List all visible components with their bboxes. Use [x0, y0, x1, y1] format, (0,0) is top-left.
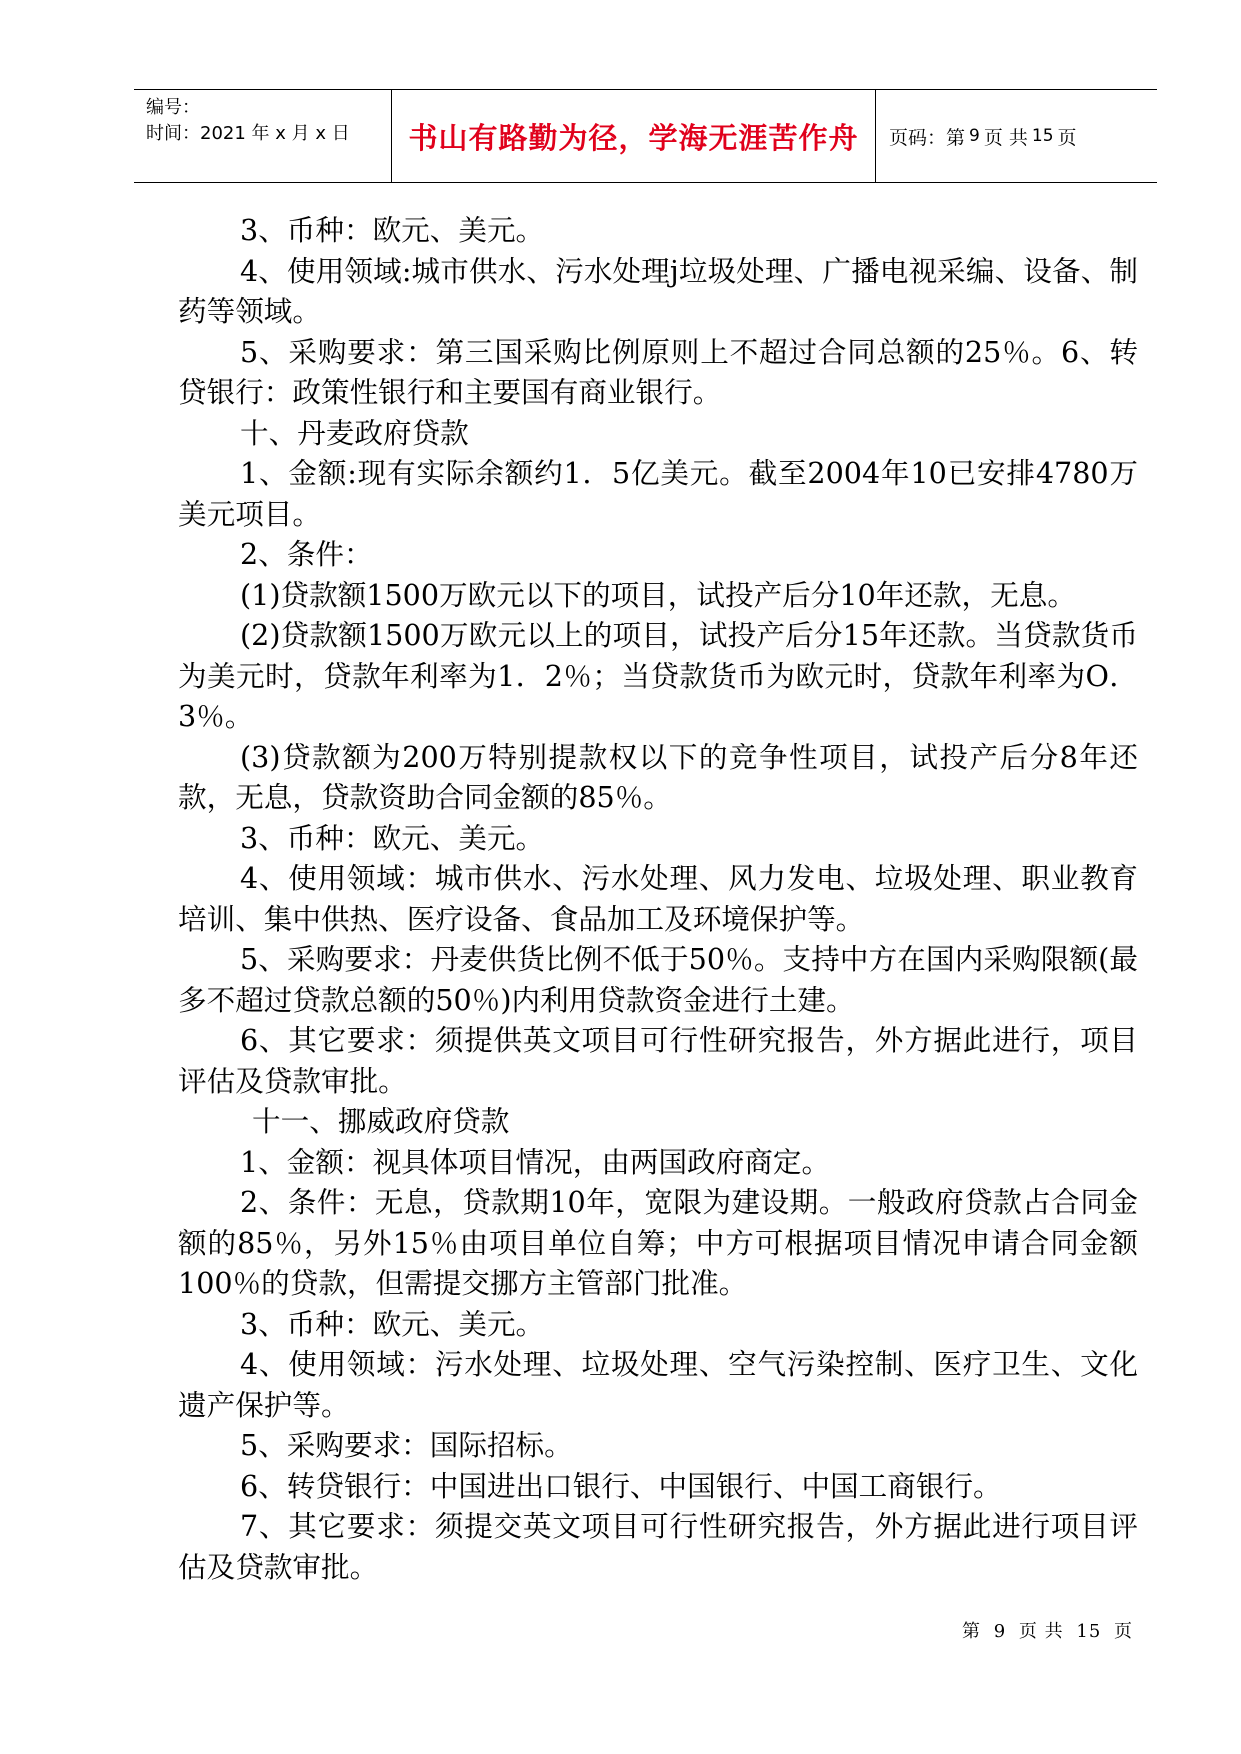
footer-current: 9: [993, 1621, 1007, 1642]
footer-mid: 页 共: [1018, 1621, 1064, 1642]
document-number-label: 编号：: [146, 97, 200, 118]
body-paragraph: 3、币种：欧元、美元。: [240, 213, 545, 247]
body-paragraph: 5、采购要求：丹麦供货比例不低于50％。支持中方在国内采购限额(最多不超过贷款总额的50％)内利用贷款资金进行土建。: [178, 942, 1138, 1017]
body-paragraph: 4、使用领域：污水处理、垃圾处理、空气污染控制、医疗卫生、文化遗产保护等。: [178, 1347, 1138, 1422]
header-motto-cell: [392, 90, 876, 182]
body-paragraph: 2、条件：: [240, 537, 373, 571]
page-prefix: 页码：第: [889, 126, 966, 149]
body-paragraph: 5、采购要求：第三国采购比例原则上不超过合同总额的25％。6、转贷银行：政策性银行和主要国有商业银行。: [178, 334, 1138, 409]
page-footer: [962, 1617, 1133, 1643]
body-paragraph: 3、币种：欧元、美元。: [240, 1306, 545, 1341]
footer-suffix: 页: [1114, 1621, 1134, 1642]
body-paragraph: 4、使用领域:城市供水、污水处理j垃圾处理、广播电视采编、设备、制药等领域。: [178, 253, 1138, 328]
body-paragraph: 5、采购要求：国际招标。: [240, 1428, 573, 1462]
header-page-info: [875, 90, 1157, 182]
body-paragraph: (3)贷款额为200万特别提款权以下的竞争性项目，试投产后分8年还款，无息，贷款资助合同金额的85％。: [178, 739, 1138, 814]
page-current: 9: [969, 126, 980, 146]
header-meta: [134, 90, 392, 182]
body-paragraph: (2)贷款额1500万欧元以上的项目，试投产后分15年还款。当贷款货币为美元时，贷款年利率为1．2％；当贷款货币为欧元时，贷款年利率为O．3％。: [178, 618, 1138, 733]
body-paragraph: 7、其它要求：须提交英文项目可行性研究报告，外方据此进行项目评估及贷款审批。: [178, 1509, 1138, 1584]
body-paragraph: 十一、挪威政府贷款: [252, 1104, 510, 1138]
header-motto: 书山有路勤为径，学海无涯苦作舟: [408, 120, 859, 155]
document-body: [178, 210, 1138, 1587]
page-header: [134, 89, 1157, 183]
document-time: 时间：2021 年 x 月 x 日: [146, 123, 350, 144]
body-paragraph: 1、金额:现有实际余额约1．5亿美元。截至2004年10已安排4780万美元项目。: [178, 456, 1138, 531]
page-mid: 页 共: [983, 126, 1028, 149]
page-total: 15: [1031, 126, 1054, 146]
body-paragraph: 4、使用领域：城市供水、污水处理、风力发电、垃圾处理、职业教育培训、集中供热、医疗设备、食品加工及环境保护等。: [178, 861, 1138, 936]
page-suffix: 页: [1057, 126, 1077, 149]
body-paragraph: 十、丹麦政府贷款: [240, 415, 469, 450]
footer-prefix: 第: [962, 1621, 981, 1642]
body-paragraph: 6、其它要求：须提供英文项目可行性研究报告，外方据此进行，项目评估及贷款审批。: [178, 1023, 1138, 1098]
body-paragraph: 3、币种：欧元、美元。: [240, 820, 545, 855]
body-paragraph: 1、金额：视具体项目情况，由两国政府商定。: [240, 1144, 831, 1179]
footer-total: 15: [1076, 1621, 1102, 1642]
body-paragraph: (1)贷款额1500万欧元以下的项目，试投产后分10年还款，无息。: [240, 577, 1076, 612]
body-paragraph: 6、转贷银行：中国进出口银行、中国银行、中国工商银行。: [240, 1468, 1002, 1503]
body-paragraph: 2、条件：无息，贷款期10年，宽限为建设期。一般政府贷款占合同金额的85％，另外15％由项目单位自筹；中方可根据项目情况申请合同金额100％的贷款，但需提交挪方主管部门批准。: [178, 1185, 1138, 1300]
